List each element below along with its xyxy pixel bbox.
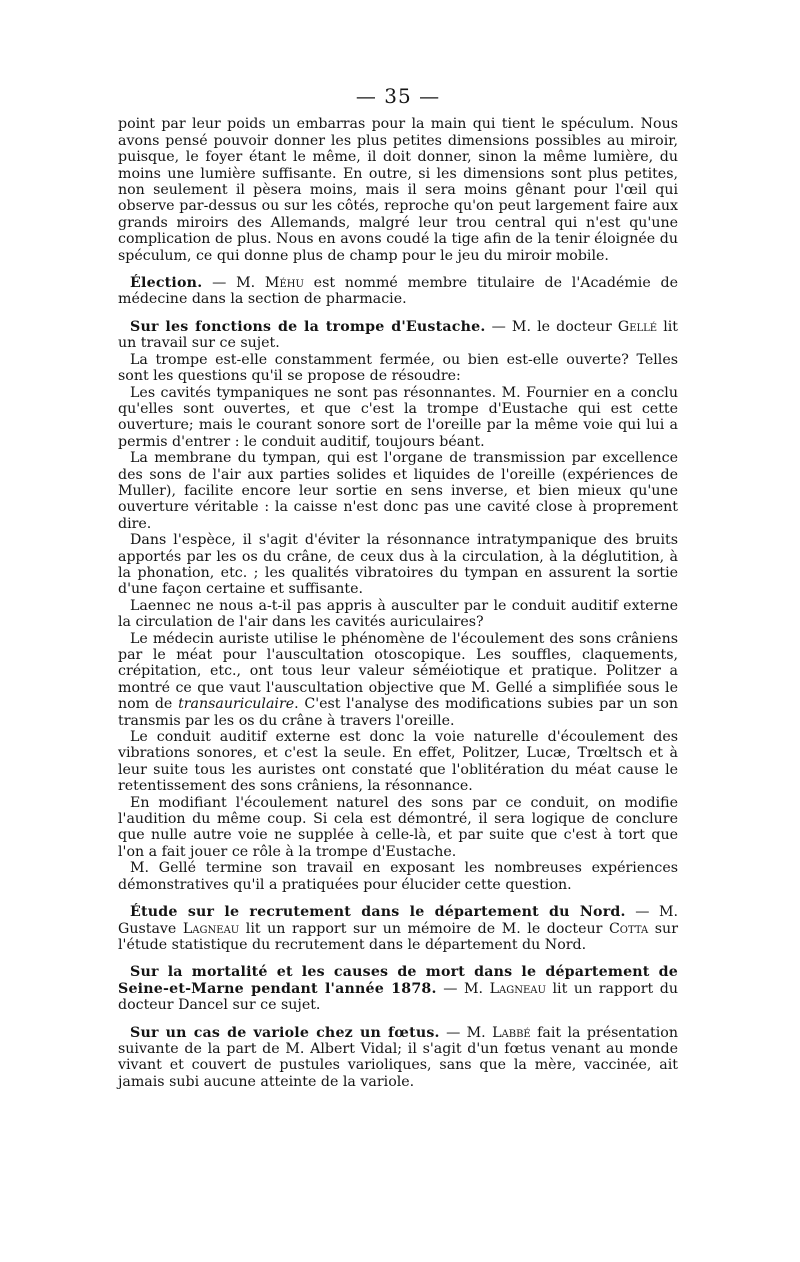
author-name: Labbé bbox=[492, 1024, 531, 1041]
author-name: Méhu bbox=[264, 275, 304, 292]
author-name: Lagneau bbox=[182, 920, 240, 937]
heading-variole: Sur un cas de variole chez un fœtus. bbox=[130, 1024, 440, 1041]
heading-nord: Étude sur le recrutement dans le département du Nord. bbox=[130, 904, 626, 921]
paragraph: M. Gellé termine son travail en exposant les nombreuses expériences démonstratives qu'il a pratiquées pour élucider cette question. bbox=[118, 860, 678, 893]
paragraph-speculum: point par leur poids un embarras pour la main qui tient le spéculum. Nous avons pensé pouvoir donner les plus petites dimensions possibles au miroir, puisque, le foyer étant le même, il doit donner, sinon la même lumière, du moins une lumière suffisante. En outre, si les dimensions sont plus petites, non seulement il pèsera moins, mais il sera moins gênant pour l'œil qui observe par-dessus ou sur les côtés, reproche qu'on peut largement faire aux grands miroirs des Allemands, malgré leur trou central qui n'est qu'une complication de plus. Nous en avons coudé la tige afin de la tenir éloignée du spéculum, ce qui donne plus de champ pour le jeu du miroir mobile. bbox=[118, 116, 678, 264]
author-name: Gellé bbox=[617, 318, 658, 335]
paragraph: La membrane du tympan, qui est l'organe de transmission par excellence des sons de l'air aux parties solides et liquides de l'oreille (expériences de Muller), facilite encore leur sortie en sens inverse, et bien mieux qu'une ouverture véritable : la caisse n'est donc pas une cavité close à proprement dire. bbox=[118, 450, 678, 532]
page-number: — 35 — bbox=[355, 84, 441, 108]
heading-marne: Sur la mortalité et les causes de mort dans le département de Seine-et-Marne pendant l'année 1878. bbox=[118, 964, 678, 997]
author-name: Cotta bbox=[608, 920, 649, 937]
italic-term: transauriculaire bbox=[178, 696, 295, 713]
section-eustache: Sur les fonctions de la trompe d'Eustache. — M. le docteur Gellé lit un travail sur ce sujet. bbox=[118, 318, 679, 352]
section-variole: Sur un cas de variole chez un fœtus. — M. Labbé fait la présentation suivante de la part de M. Albert Vidal; il s'agit d'un fœtus venant au monde vivant et couvert de pustules varioliques, sans que la mère, vaccinée, ait jamais subi aucune atteinte de la variole. bbox=[118, 1024, 678, 1090]
heading-election: Élection. bbox=[130, 275, 203, 292]
paragraph: La trompe est-elle constamment fermée, ou bien est-elle ouverte? Telles sont les questions qu'il se propose de résoudre: bbox=[118, 351, 678, 385]
paragraph: Les cavités tympaniques ne sont pas résonnantes. M. Fournier en a conclu qu'elles sont ouvertes, et que c'est la trompe d'Eustache qui est cette ouverture; mais le courant sonore sort de l'oreille par la même voie qui lui a permis d'entrer : le conduit auditif, toujours béant. bbox=[118, 384, 678, 450]
paragraph: Laennec ne nous a-t-il pas appris à ausculter par le conduit auditif externe la circulation de l'air dans les cavités auriculaires? bbox=[118, 597, 678, 631]
author-name: Lagneau bbox=[489, 980, 546, 997]
paragraph: Le médecin auriste utilise le phénomène de l'écoulement des sons crâniens par le méat pour l'auscultation otoscopique. Les souffles, claquements, crépitation, etc., ont tous leur valeur séméiotique et pratique. Politzer a montré ce que vaut l'auscultation objective que M. Gellé a simplifiée sous le nom de transauriculaire. C'est l'analyse des modifications subies par un son transmis par les os du crâne à travers l'oreille. bbox=[118, 630, 678, 729]
document-page bbox=[118, 84, 679, 1090]
heading-eustache: Sur les fonctions de la trompe d'Eustache. bbox=[130, 318, 486, 335]
paragraph: En modifiant l'écoulement naturel des sons par ce conduit, on modifie l'audition du même coup. Si cela est démontré, il sera logique de conclure que nulle autre voie ne supplée à celle-là, et par suite que c'est à tort que l'on a fait jouer ce rôle à la trompe d'Eustache. bbox=[118, 794, 678, 860]
paragraph: Le conduit auditif externe est donc la voie naturelle d'écoulement des vibrations sonores, et c'est la seule. En effet, Politzer, Lucæ, Trœltsch et à leur suite tous les auristes ont constaté que l'oblitération du méat cause le retentissement des sons crâniens, la résonnance. bbox=[118, 729, 678, 795]
section-nord: Étude sur le recrutement dans le département du Nord. — M. Gustave Lagneau lit un rapport sur un mémoire de M. le docteur Cotta sur l'étude statistique du recrutement dans le département du Nord. bbox=[118, 904, 678, 953]
paragraph: Dans l'espèce, il s'agit d'éviter la résonnance intratympanique des bruits apportés par les os du crâne, de ceux dus à la circulation, à la déglutition, à la phonation, etc. ; les qualités vibratoires du tympan en assurent la sortie d'une façon certaine et suffisante. bbox=[118, 532, 678, 598]
section-marne: Sur la mortalité et les causes de mort dans le département de Seine-et-Marne pendant l'année 1878. — M. Lagneau lit un rapport du docteur Dancel sur ce sujet. bbox=[118, 964, 678, 1014]
section-election: Élection. — M. Méhu est nommé membre titulaire de l'Académie de médecine dans la section de pharmacie. bbox=[118, 275, 678, 308]
